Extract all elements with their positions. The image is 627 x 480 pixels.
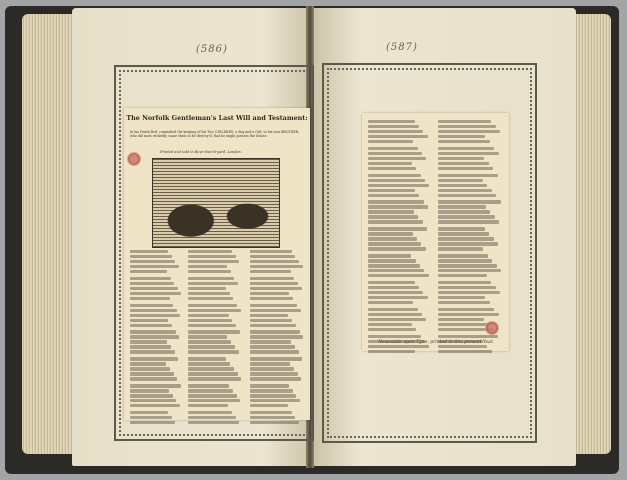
text-line [188,265,227,268]
text-line [250,416,295,419]
text-line [130,287,178,290]
text-line [368,318,426,321]
text-line [188,416,236,419]
text-line [438,184,487,187]
text-line [188,297,233,300]
text-line [188,270,231,273]
text-line [368,242,421,245]
text-line [438,215,495,218]
text-line [438,313,499,316]
text-line [188,250,232,253]
text-line [130,384,181,387]
text-line [368,210,414,213]
text-line [368,174,421,177]
text-line [130,292,181,295]
text-line [188,377,241,380]
left-fore-edge [22,14,72,454]
text-line [438,162,489,165]
text-line [130,260,175,263]
text-line [188,350,239,353]
text-line [130,372,174,375]
text-line [368,328,416,331]
text-line [438,301,490,304]
text-line [130,314,180,317]
page-number-left: (586) [196,44,228,55]
ballad-text-right-col2 [438,120,502,355]
text-line [368,345,429,348]
ballad-text-left-col3 [250,250,304,426]
text-line [438,296,485,299]
text-line [438,125,496,128]
broadside-imprint: Printed and sold in Bow-church-yard, London. [160,150,242,154]
text-line [438,308,494,311]
text-line [438,179,483,182]
text-line [250,292,289,295]
text-line [188,372,238,375]
text-line [250,394,296,397]
text-line [250,304,297,307]
text-line [250,362,290,365]
text-line [438,232,489,235]
text-line [438,152,499,155]
text-line [438,281,491,284]
text-line [368,281,415,284]
text-line [250,282,298,285]
text-line [188,260,239,263]
text-line [368,227,427,230]
text-line [368,162,412,165]
text-line [250,309,301,312]
text-line [368,135,428,138]
text-line [130,362,166,365]
text-line [250,297,293,300]
text-line [368,125,419,128]
text-line [188,282,238,285]
broadside-intro: In his Death Bed, committed the keeping of his Two CHILDREN, a Boy and a Girl, to his own BROTHER, who did most wickedly cause them to be destroy'd, that he might possess the Estate. [130,130,300,138]
text-line [438,242,498,245]
text-line [188,421,239,424]
text-line [250,270,291,273]
text-line [438,269,501,272]
text-line [368,147,418,150]
text-line [368,200,424,203]
text-line [438,274,487,277]
text-line [188,411,232,414]
text-line [250,411,292,414]
text-line [368,232,413,235]
text-line [438,264,497,267]
text-line [438,189,492,192]
text-line [368,120,415,123]
text-line [130,265,179,268]
text-line [368,130,423,133]
text-line [250,377,301,380]
text-line [130,270,167,273]
right-fore-edge [575,14,611,454]
text-line [368,296,428,299]
text-line [130,345,171,348]
text-line [368,140,413,143]
text-line [368,350,415,353]
text-line [130,335,179,338]
text-line [130,330,176,333]
text-line [130,282,174,285]
text-line [188,362,230,365]
ballad-text-right-col1 [368,120,430,355]
text-line [438,227,485,230]
text-line [130,340,167,343]
text-line [130,394,173,397]
broadside-title: The Norfolk Gentleman's Last Will and Testament: [126,114,308,122]
text-line [250,335,303,338]
ballad-text-left-col2 [188,250,242,426]
text-line [368,335,421,338]
text-line [368,301,413,304]
text-line [438,147,494,150]
text-line [130,250,168,253]
text-line [250,330,300,333]
text-line [130,399,176,402]
text-line [368,274,429,277]
text-line [368,194,419,197]
text-line [188,277,234,280]
page-number-right: (587) [386,42,418,53]
text-line [188,304,237,307]
text-line [188,389,233,392]
text-line [130,357,178,360]
text-line [250,399,300,402]
text-line [250,350,299,353]
text-line [368,247,426,250]
text-line [188,330,240,333]
text-line [368,254,411,257]
text-line [188,384,229,387]
text-line [188,287,226,290]
text-line [438,120,491,123]
text-line [368,313,422,316]
library-stamp-right [485,321,499,335]
woodcut-illustration [152,158,280,248]
text-line [130,255,172,258]
text-line [368,157,426,160]
text-line [188,309,241,312]
text-line [250,372,298,375]
text-line [368,237,417,240]
text-line [130,309,177,312]
text-line [438,167,493,170]
text-line [188,357,226,360]
text-line [130,416,172,419]
text-line [130,297,170,300]
text-line [368,184,429,187]
text-line [438,345,487,348]
text-line [438,220,499,223]
text-line [188,345,235,348]
text-line [438,194,496,197]
text-line [438,335,498,338]
text-line [130,304,173,307]
text-line [250,260,299,263]
text-line [368,269,424,272]
text-line [188,335,227,338]
text-line [368,323,412,326]
text-line [250,367,294,370]
text-line [130,367,170,370]
ballad-text-left-col1 [130,250,182,426]
text-line [250,345,295,348]
text-line [438,237,494,240]
text-line [250,250,292,253]
text-line [188,292,230,295]
text-line [188,319,232,322]
text-line [250,277,294,280]
text-line [438,286,496,289]
text-line [130,411,168,414]
text-line [250,404,288,407]
text-line [188,340,231,343]
text-line [368,259,416,262]
text-line [368,179,425,182]
text-line [438,205,486,208]
text-line [438,157,484,160]
text-line [368,215,418,218]
text-line [368,167,416,170]
text-line [250,421,299,424]
text-line [368,286,419,289]
text-line [188,255,236,258]
text-line [438,210,490,213]
library-stamp-left [127,152,141,166]
text-line [368,308,418,311]
text-line [250,265,303,268]
text-line [250,255,295,258]
text-line [368,264,420,267]
text-line [438,323,489,326]
text-line [438,135,485,138]
text-line [438,200,501,203]
text-line [130,404,180,407]
text-line [130,350,175,353]
text-line [438,259,492,262]
text-line [368,189,415,192]
text-line [438,140,490,143]
text-line [130,277,171,280]
text-line [368,205,428,208]
text-line [250,287,302,290]
text-line [188,367,234,370]
text-line [130,377,177,380]
text-line [438,350,492,353]
text-line [250,384,289,387]
text-line [438,318,484,321]
text-line [438,254,488,257]
text-line [368,152,422,155]
text-line [438,247,483,250]
text-line [188,404,228,407]
text-line [368,220,423,223]
text-line [250,340,291,343]
text-line [188,314,229,317]
text-line [188,394,237,397]
text-line [368,291,423,294]
text-line [188,399,240,402]
text-line [250,357,302,360]
text-line [130,389,169,392]
text-line [250,389,293,392]
text-line [250,324,296,327]
text-line [250,319,292,322]
text-line [250,314,288,317]
text-line [130,324,172,327]
text-line [438,291,500,294]
text-line [438,174,498,177]
text-line [438,130,500,133]
broadside-imprint-right: Newcastle upon Tyne: printed in this present Year. [378,340,494,345]
text-line [188,324,236,327]
text-line [130,319,168,322]
text-line [130,421,175,424]
